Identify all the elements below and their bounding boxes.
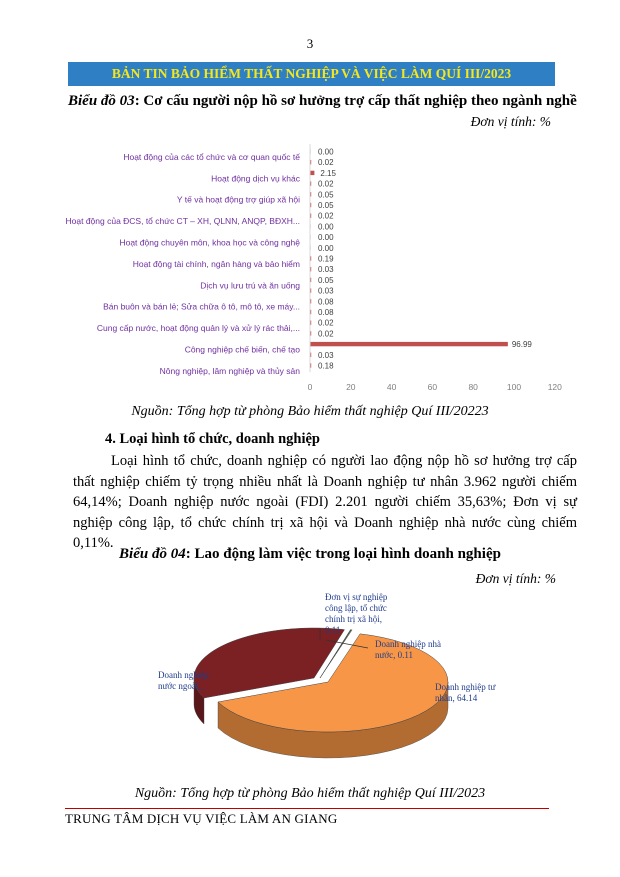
x-tick-label: 40 <box>386 382 397 392</box>
category-label: Hoạt động chuyên môn, khoa học và công nghệ <box>119 237 300 248</box>
x-tick-label: 0 <box>307 382 313 392</box>
category-label: Hoạt động của các tổ chức và cơ quan quốc tế <box>123 151 300 162</box>
bar-value-label: 2.15 <box>320 168 336 178</box>
bar-value-label: 96.99 <box>511 340 532 350</box>
chart1-caption <box>68 93 577 110</box>
category-label: Hoạt động tài chính, ngân hàng và bảo hiểm <box>132 258 300 269</box>
category-label: Nông nghiệp, lâm nghiệp và thủy sản <box>159 365 300 376</box>
bar-value-label: 0.03 <box>318 286 334 296</box>
bar-value-label: 0.02 <box>318 318 334 328</box>
bar-value-label: 0.00 <box>318 222 334 232</box>
chart1-caption-text: : Cơ cấu người nộp hồ sơ hưởng trợ cấp thất nghiệp theo ngành nghề <box>134 93 577 109</box>
bar-value-label: 0.03 <box>318 265 334 275</box>
chart1-source: Nguồn: Tổng hợp từ phòng Bảo hiểm thất nghiệp Quí III/20223 <box>131 404 489 419</box>
bar-value-label: 0.05 <box>318 201 334 210</box>
enterprise-pie-chart <box>158 590 510 785</box>
pie-label: Doanh nghiệp tư <box>435 682 496 692</box>
bar-value-label: 0.08 <box>318 297 334 307</box>
bar-value-label: 0.03 <box>318 350 334 360</box>
pie-label: Đơn vị sự nghiệp <box>325 592 388 602</box>
bar-value-label: 0.00 <box>318 147 334 157</box>
newsletter-banner: BẢN TIN BẢO HIỂM THẤT NGHIỆP VÀ VIỆC LÀM QUÍ III/2023 <box>68 62 555 86</box>
bar-value-label: 0.02 <box>318 179 334 189</box>
bar-value-label: 0.02 <box>318 158 334 168</box>
pie-label: công lập, tổ chức <box>325 603 387 613</box>
category-label: Hoạt động dịch vụ khác <box>211 173 300 184</box>
bar-value-label: 0.18 <box>318 361 334 371</box>
pie-label: nhân, 64.14 <box>435 693 478 703</box>
bar-value-label: 0.02 <box>318 329 334 339</box>
bar <box>310 342 508 346</box>
category-label: Y tế và hoạt động trợ giúp xã hội <box>176 194 300 205</box>
page-number: 3 <box>306 36 314 51</box>
pie-label: Doanh nghiệp nhà <box>375 639 441 649</box>
pie-label: nước ngoài... <box>158 681 206 691</box>
x-tick-label: 60 <box>427 382 438 392</box>
bar-value-label: 0.19 <box>318 254 334 264</box>
x-tick-label: 80 <box>468 382 478 392</box>
bar-value-label: 0.05 <box>318 275 334 285</box>
chart1-unit: Đơn vị tính: % <box>470 114 551 129</box>
category-label: Bán buôn và bán lẻ; Sửa chữa ô tô, mô tô, xe máy... <box>103 301 300 312</box>
section-heading: 4. Loại hình tổ chức, doanh nghiệp <box>105 431 320 447</box>
chart2-source: Nguồn: Tổng hợp từ phòng Bảo hiểm thất nghiệp Quí III/2023 <box>134 786 486 801</box>
chart2-unit: Đơn vị tính: % <box>475 571 556 586</box>
industry-bar-chart <box>60 140 580 398</box>
section-paragraph: Loại hình tổ chức, doanh nghiệp có người lao động nộp hồ sơ hưởng trợ cấp thất nghiệp chiếm tỷ trọng nhiều nhất là Doanh nghiệp tư nhân 3.962 người chiếm 64,14%; Doanh nghiệp nước ngoài (FDI) 2.201 người chiếm 35,63%; Đơn vị sự nghiệp công lập, tổ chức chính trị xã hội và Doanh nghiệp nhà nước cùng chiếm 0,11%. <box>73 453 577 551</box>
bar-value-label: 0.00 <box>318 233 334 243</box>
category-label: Hoạt động của ĐCS, tổ chức CT – XH, QLNN, ANQP, BĐXH... <box>65 216 300 227</box>
category-label: Công nghiệp chế biến, chế tạo <box>184 344 300 355</box>
chart2-caption-text: : Lao động làm việc trong loại hình doanh nghiệp <box>185 546 501 562</box>
category-label: Dịch vụ lưu trú và ăn uống <box>200 280 300 291</box>
footer-divider <box>65 808 549 809</box>
bar-value-label: 0.00 <box>318 243 334 253</box>
pie-label: chính trị xã hội, <box>325 614 382 624</box>
bar-value-label: 0.08 <box>318 308 334 317</box>
x-tick-label: 100 <box>506 382 522 392</box>
chart2-caption <box>0 546 620 563</box>
chart2-caption-label: Biểu đồ 04 <box>119 546 186 562</box>
bar <box>310 171 314 175</box>
category-label: Cung cấp nước, hoạt động quản lý và xử lý rác thải,... <box>96 323 300 334</box>
x-tick-label: 20 <box>346 382 356 392</box>
footer-text: TRUNG TÂM DỊCH VỤ VIỆC LÀM AN GIANG <box>65 811 338 826</box>
pie-label: 0.11 <box>325 625 341 635</box>
pie-label: Doanh nghiệp <box>158 670 209 680</box>
chart1-caption-label: Biểu đồ 03 <box>68 93 135 109</box>
pie-label: nước, 0.11 <box>375 650 414 660</box>
bar-value-label: 0.02 <box>318 211 334 221</box>
x-tick-label: 120 <box>547 382 562 392</box>
bar-value-label: 0.05 <box>318 190 334 200</box>
